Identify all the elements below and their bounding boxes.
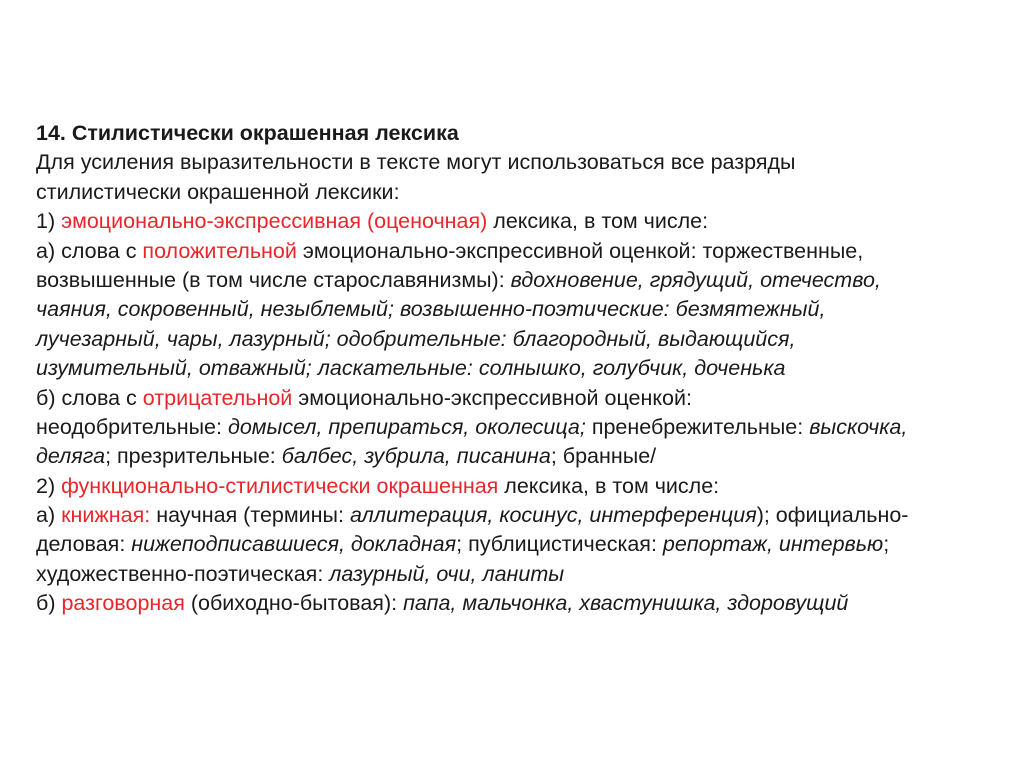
subpoint-1b — [36, 384, 1011, 413]
subpoint-2a-line-3-pre: художественно-поэтическая: — [36, 561, 330, 586]
subpoint-1a-line-2 — [36, 266, 1011, 295]
subpoint-2b-pre: б) — [36, 591, 62, 616]
subpoint-1a-line-2-pre: возвышенные (в том числе старославянизмы): — [36, 267, 511, 292]
subpoint-1b-term: отрицательной — [142, 385, 293, 410]
subpoint-1b-line-2-pre: неодобрительные: — [36, 414, 228, 439]
subpoint-2a-rest: ); официально- — [756, 503, 909, 528]
slide-title: 14. Стилистически окрашенная лексика — [36, 121, 459, 145]
subpoint-1a-line-5: изумительный, отважный; ласкательные: солнышко, голубчик, доченька — [36, 356, 786, 381]
subpoint-2a-line-2-rest: ; — [883, 532, 890, 557]
subpoint-1b-pre: б) слова с — [36, 385, 143, 410]
subpoint-1b-line-2-mid: пренебрежительные: — [585, 414, 810, 439]
subpoint-1a-line-2-examples: вдохновение, грядущий, отечество, — [510, 267, 881, 292]
subpoint-2b-mid: (обиходно-бытовая): — [184, 591, 404, 616]
subpoint-1b-line-3 — [36, 442, 1011, 471]
subpoint-2a-term: книжная: — [61, 503, 151, 528]
subpoint-2a-line-2-pre: деловая: — [36, 532, 132, 557]
subpoint-2a-line-2-examples-1: нижеподписавшиеся, докладная — [131, 532, 457, 557]
subpoint-1b-line-2-examples-1: домысел, препираться, околесица; — [227, 414, 586, 439]
point-1-number: 1) — [36, 209, 62, 234]
point-2-term: функционально-стилистически окрашенная — [61, 473, 499, 498]
point-2-number: 2) — [36, 473, 62, 498]
subpoint-2a-line-2 — [36, 530, 1011, 559]
subpoint-1a-rest: эмоционально-экспрессивной оценкой: торжественные, — [296, 238, 864, 263]
subpoint-2b-term: разговорная — [61, 591, 185, 616]
subpoint-2a-line-3 — [36, 560, 1011, 589]
slide-text-block — [36, 119, 1011, 619]
point-1 — [36, 207, 1011, 236]
subpoint-1b-line-3-rest: ; бранные/ — [550, 444, 657, 469]
subpoint-2a-mid: научная (термины: — [150, 503, 350, 528]
subpoint-1a-line-4: лучезарный, чары, лазурный; одобрительные: благородный, выдающийся, — [36, 326, 796, 351]
intro-line-1: Для усиления выразительности в тексте могут использоваться все разряды — [36, 150, 796, 175]
subpoint-1b-line-3-examples-2: балбес, зубрила, писанина — [281, 444, 551, 469]
subpoint-2a-line-3-examples: лазурный, очи, ланиты — [329, 561, 565, 586]
subpoint-1a-term: положительной — [142, 238, 297, 263]
subpoint-2a-line-2-mid: ; публицистическая: — [456, 532, 663, 557]
subpoint-2a-examples: аллитерация, косинус, интерференция — [349, 503, 757, 528]
subpoint-1b-line-2 — [36, 413, 1011, 442]
subpoint-1a — [36, 237, 1011, 266]
point-2 — [36, 472, 1011, 501]
subpoint-2a-line-2-examples-2: репортаж, интервью — [662, 532, 884, 557]
subpoint-1b-rest: эмоционально-экспрессивной оценкой: — [292, 385, 692, 410]
subpoint-1b-line-3-examples-1: деляга — [36, 444, 106, 469]
point-1-rest: лексика, в том числе: — [487, 209, 709, 234]
subpoint-2b — [36, 589, 1011, 618]
subpoint-1b-line-2-examples-2: выскочка, — [809, 414, 908, 439]
subpoint-2b-examples: папа, мальчонка, хвастунишка, здоровущий — [403, 591, 849, 616]
subpoint-2a — [36, 501, 1011, 530]
subpoint-1a-pre: а) слова с — [36, 238, 143, 263]
intro-line-2: стилистически окрашенной лексики: — [36, 179, 400, 204]
subpoint-1b-line-3-mid: ; презрительные: — [105, 444, 282, 469]
subpoint-1a-line-3: чаяния, сокровенный, незыблемый; возвышенно-поэтические: безмятежный, — [36, 297, 826, 322]
subpoint-2a-pre: а) — [36, 503, 62, 528]
point-2-rest: лексика, в том числе: — [498, 473, 720, 498]
point-1-term: эмоционально-экспрессивная (оценочная) — [61, 209, 488, 234]
